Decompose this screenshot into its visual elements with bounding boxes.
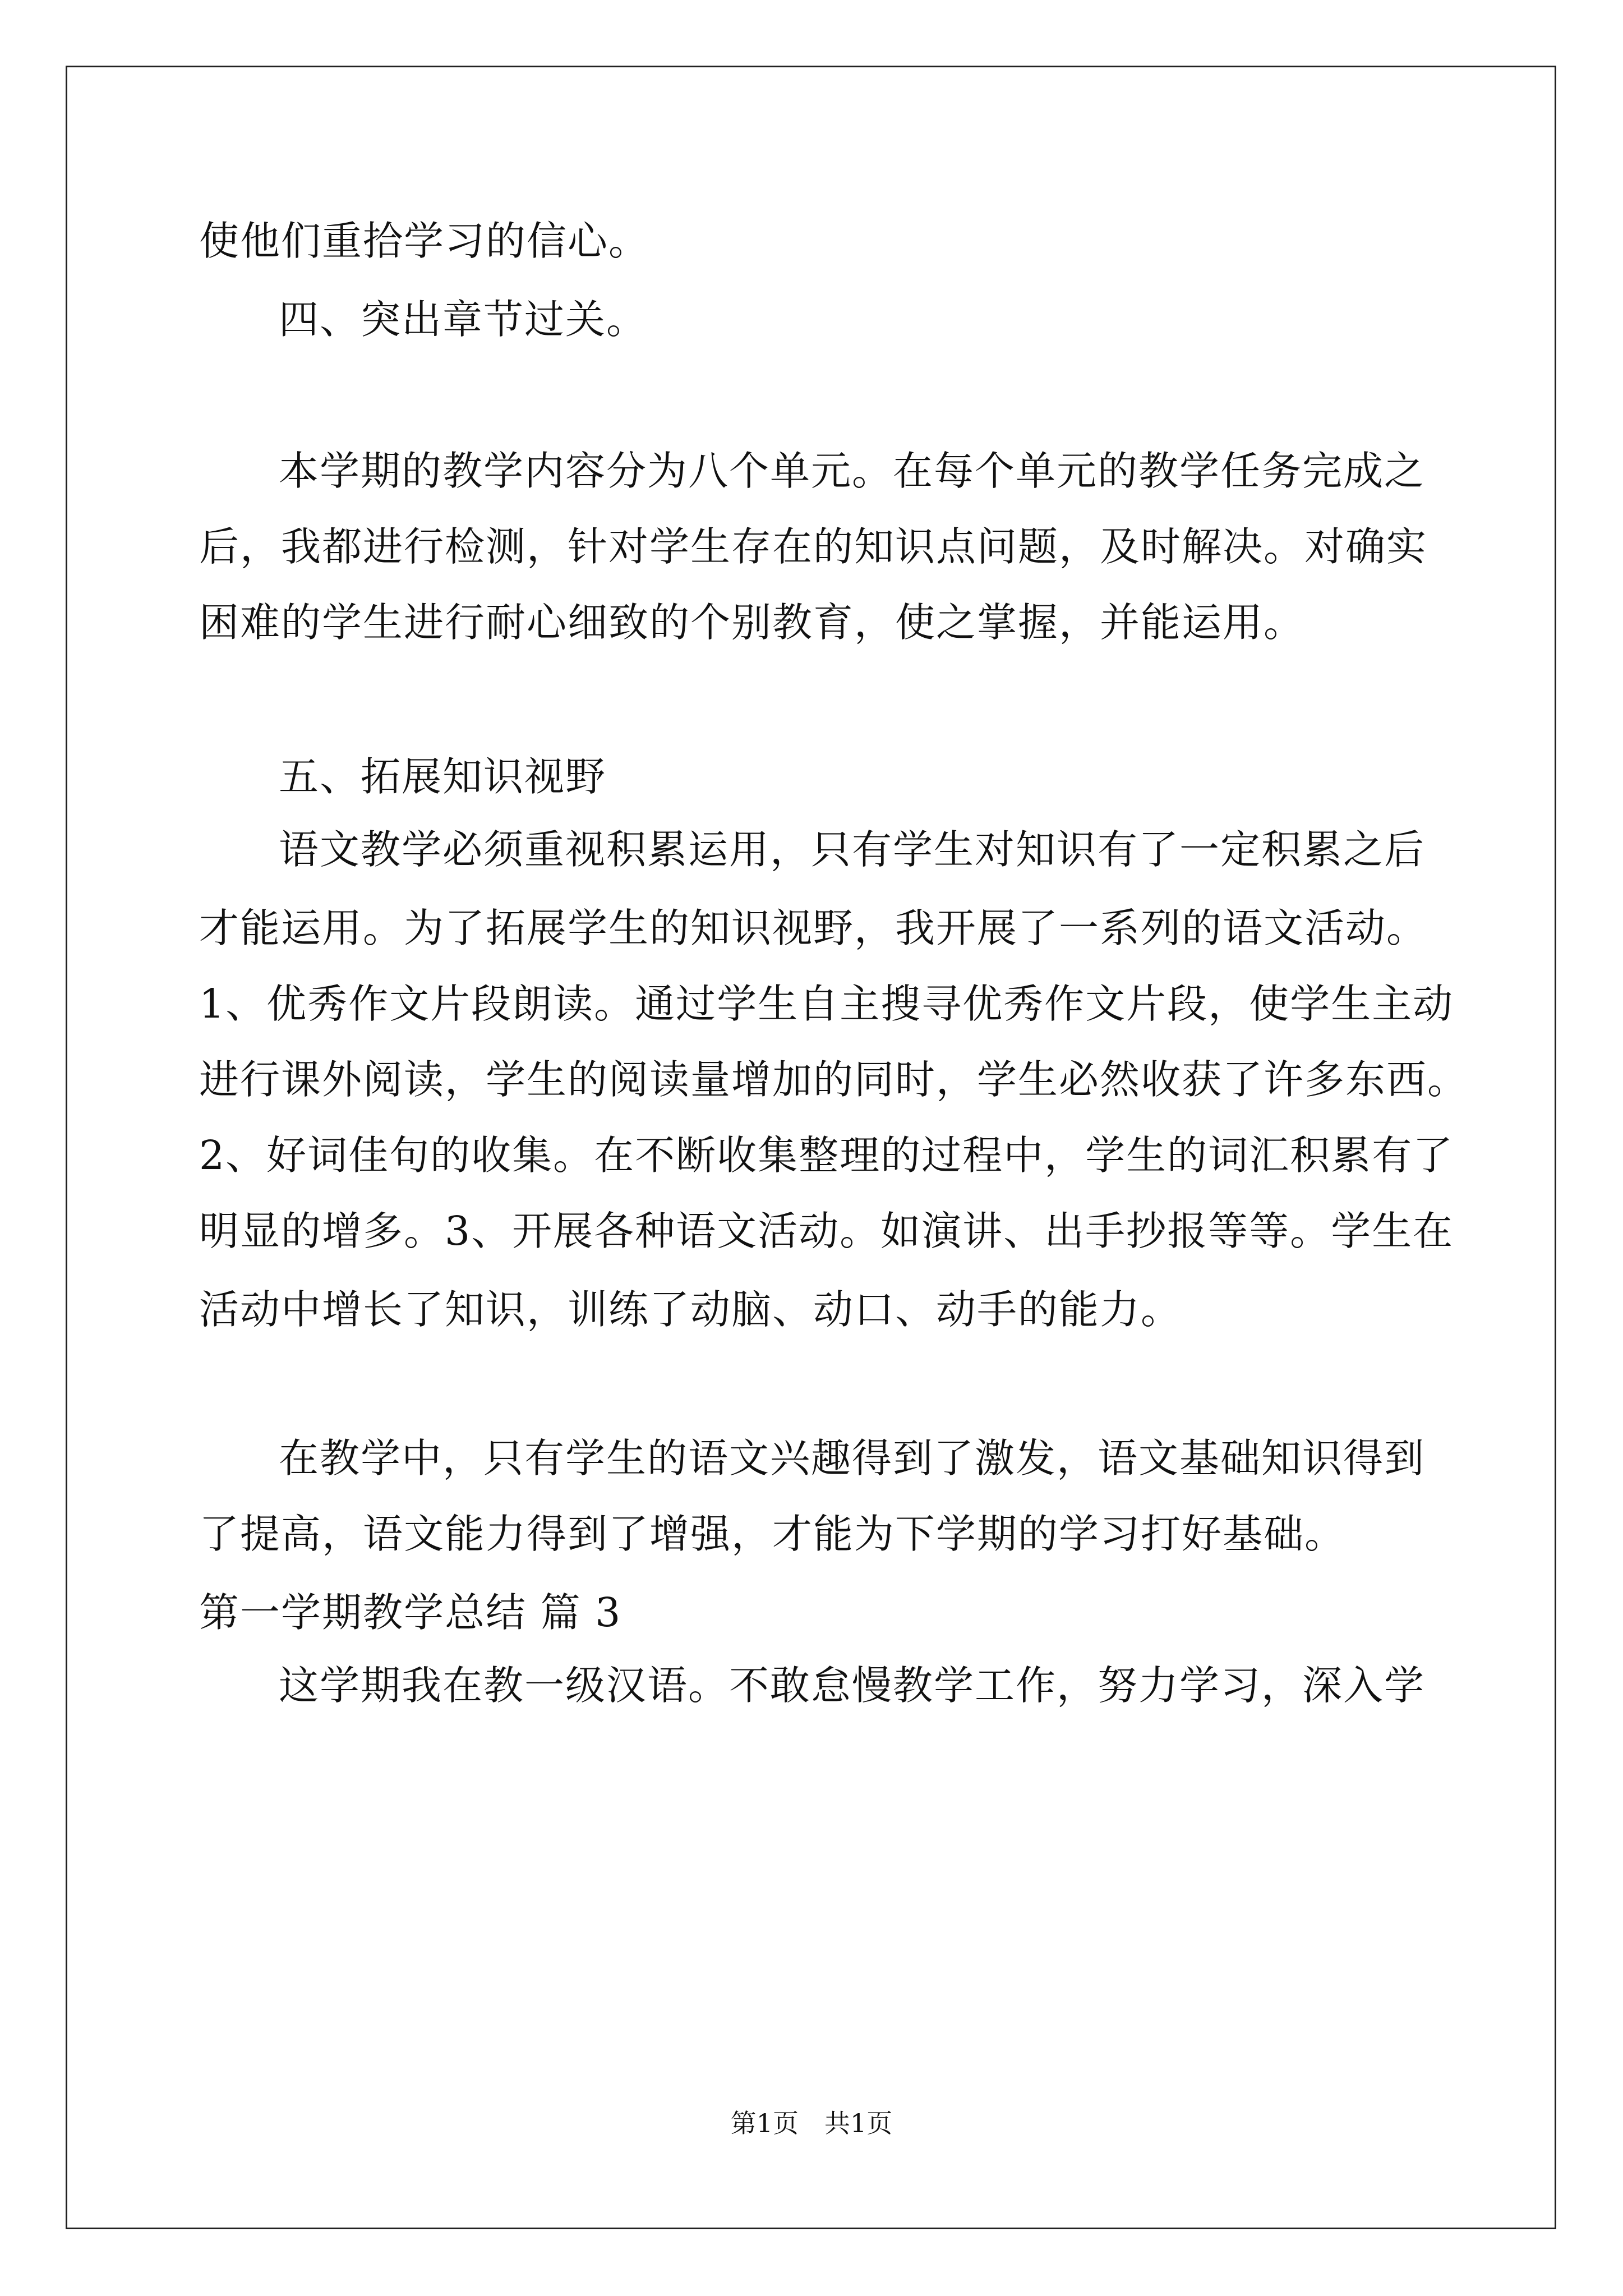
section-heading: 四、突出章节过关。 xyxy=(279,296,648,343)
text-line: 本学期的教学内容分为八个单元。在每个单元的教学任务完成之 xyxy=(279,448,1426,494)
text-line: 1、优秀作文片段朗读。通过学生自主搜寻优秀作文片段，使学生主动 xyxy=(199,981,1454,1027)
text-line: 进行课外阅读，学生的阅读量增加的同时，学生必然收获了许多东西。 xyxy=(199,1056,1469,1103)
section-heading: 五、拓展知识视野 xyxy=(279,753,607,800)
text-line: 2、好词佳句的收集。在不断收集整理的过程中，学生的词汇积累有了 xyxy=(199,1132,1454,1179)
text-line: 后，我都进行检测，针对学生存在的知识点问题，及时解决。对确实 xyxy=(199,523,1428,570)
text-line: 活动中增长了知识，训练了动脑、动口、动手的能力。 xyxy=(199,1286,1182,1333)
text-line: 在教学中，只有学生的语文兴趣得到了激发，语文基础知识得到 xyxy=(279,1435,1426,1481)
text-line: 这学期我在教一级汉语。不敢怠慢教学工作，努力学习，深入学 xyxy=(279,1662,1426,1709)
text-line: 才能运用。为了拓展学生的知识视野，我开展了一系列的语文活动。 xyxy=(199,905,1428,951)
text-line: 明显的增多。3、开展各种语文活动。如演讲、出手抄报等等。学生在 xyxy=(199,1208,1454,1254)
text-line: 使他们重拾学习的信心。 xyxy=(199,218,650,264)
text-line: 了提高，语文能力得到了增强，才能为下学期的学习打好基础。 xyxy=(199,1511,1346,1557)
text-line: 语文教学必须重视积累运用，只有学生对知识有了一定积累之后 xyxy=(279,826,1426,873)
page-footer: 第1页 共1页 xyxy=(730,2108,893,2138)
text-line: 困难的学生进行耐心细致的个别教育，使之掌握，并能运用。 xyxy=(199,599,1305,646)
article-title: 第一学期教学总结 篇 3 xyxy=(199,1589,622,1636)
